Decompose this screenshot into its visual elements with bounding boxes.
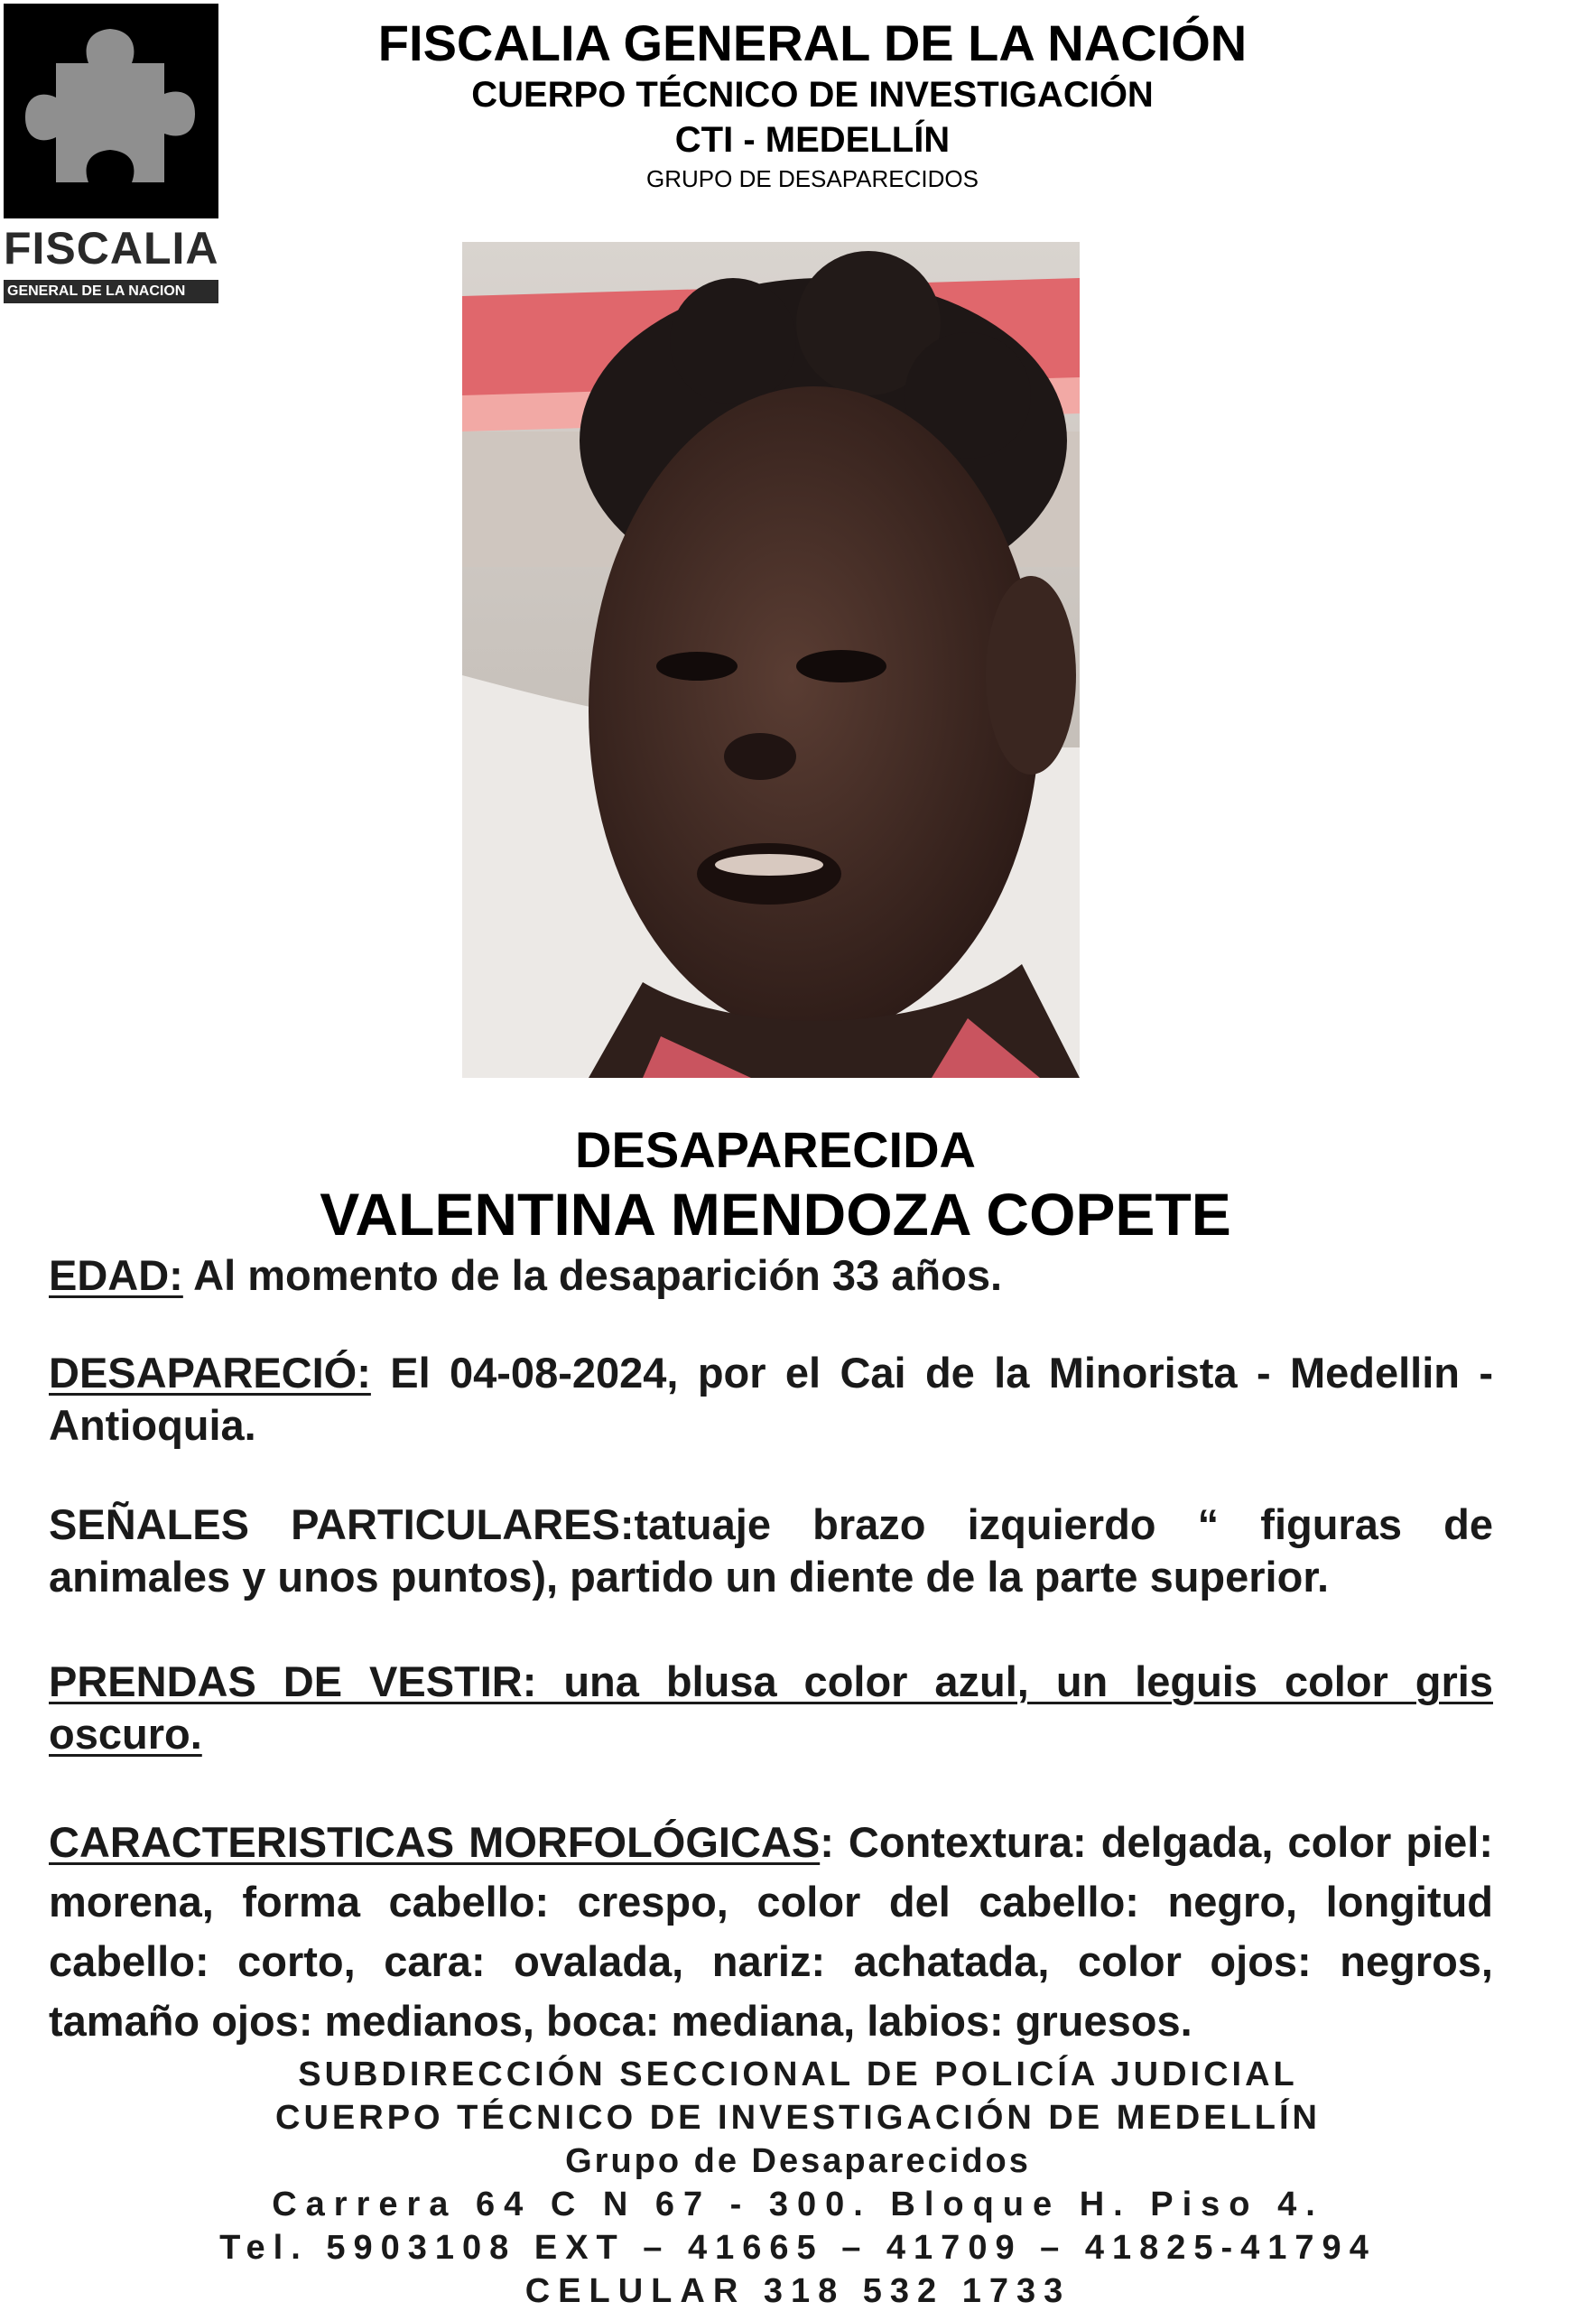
- missing-person-photo: [462, 242, 1080, 1078]
- footer-department: CUERPO TÉCNICO DE INVESTIGACIÓN DE MEDELLÍN: [275, 2099, 1321, 2137]
- disappearance-text: El 04-08-2024, por el Cai de la Minorista - Medellin - Antioquia.: [49, 1349, 1493, 1449]
- header-department: CUERPO TÉCNICO DE INVESTIGACIÓN: [471, 75, 1154, 115]
- header-group: GRUPO DE DESAPARECIDOS: [646, 165, 979, 192]
- header-institution: FISCALIA GENERAL DE LA NACIÓN: [377, 14, 1248, 71]
- footer-group: Grupo de Desaparecidos: [565, 2142, 1031, 2180]
- fiscalia-logo: [4, 4, 218, 306]
- footer-phone: Tel. 5903108 EXT – 41665 – 41709 – 41825-41794: [219, 2229, 1377, 2267]
- status-heading: DESAPARECIDA: [575, 1121, 976, 1178]
- disappearance-label: DESAPARECIÓ:: [49, 1349, 371, 1397]
- age-paragraph: [49, 1249, 1493, 1302]
- footer-subdirectorate: SUBDIRECCIÓN SECCIONAL DE POLICÍA JUDICIAL: [298, 2056, 1298, 2093]
- person-name: VALENTINA MENDOZA COPETE: [320, 1181, 1231, 1248]
- puzzle-piece-icon: [4, 4, 218, 218]
- morphology-label: CARACTERISTICAS MORFOLÓGICAS: [49, 1818, 821, 1866]
- morphology-colon: :: [820, 1818, 834, 1866]
- marks-paragraph: SEÑALES PARTICULARES:tatuaje brazo izquierdo “ figuras de animales y unos puntos), partido un diente de la parte superior.: [49, 1500, 1493, 1601]
- age-label: EDAD:: [49, 1251, 183, 1299]
- morphology-text: Contextura: delgada, color piel: morena, forma cabello: crespo, color del cabello: negro, longitud cabello: corto, cara: ovalada, nariz: achatada, color ojos: negros, tamaño ojos: medianos, boca: mediana, labios: gruesos.: [49, 1818, 1493, 2045]
- header-city: CTI - MEDELLÍN: [674, 120, 951, 160]
- age-text: Al momento de la desaparición 33 años.: [182, 1251, 1003, 1299]
- disappearance-paragraph: [49, 1347, 1493, 1452]
- footer-address: Carrera 64 C N 67 - 300. Bloque H. Piso 4.: [272, 2186, 1324, 2223]
- morphology-paragraph: [49, 1813, 1493, 2051]
- clothing-paragraph: PRENDAS DE VESTIR: una blusa color azul, un leguis color gris oscuro.: [49, 1657, 1493, 1758]
- logo-subtext: GENERAL DE LA NACION: [7, 283, 186, 299]
- footer-cellphone: CELULAR 318 532 1733: [524, 2272, 1072, 2310]
- logo-wordmark: FISCALIA: [4, 223, 219, 274]
